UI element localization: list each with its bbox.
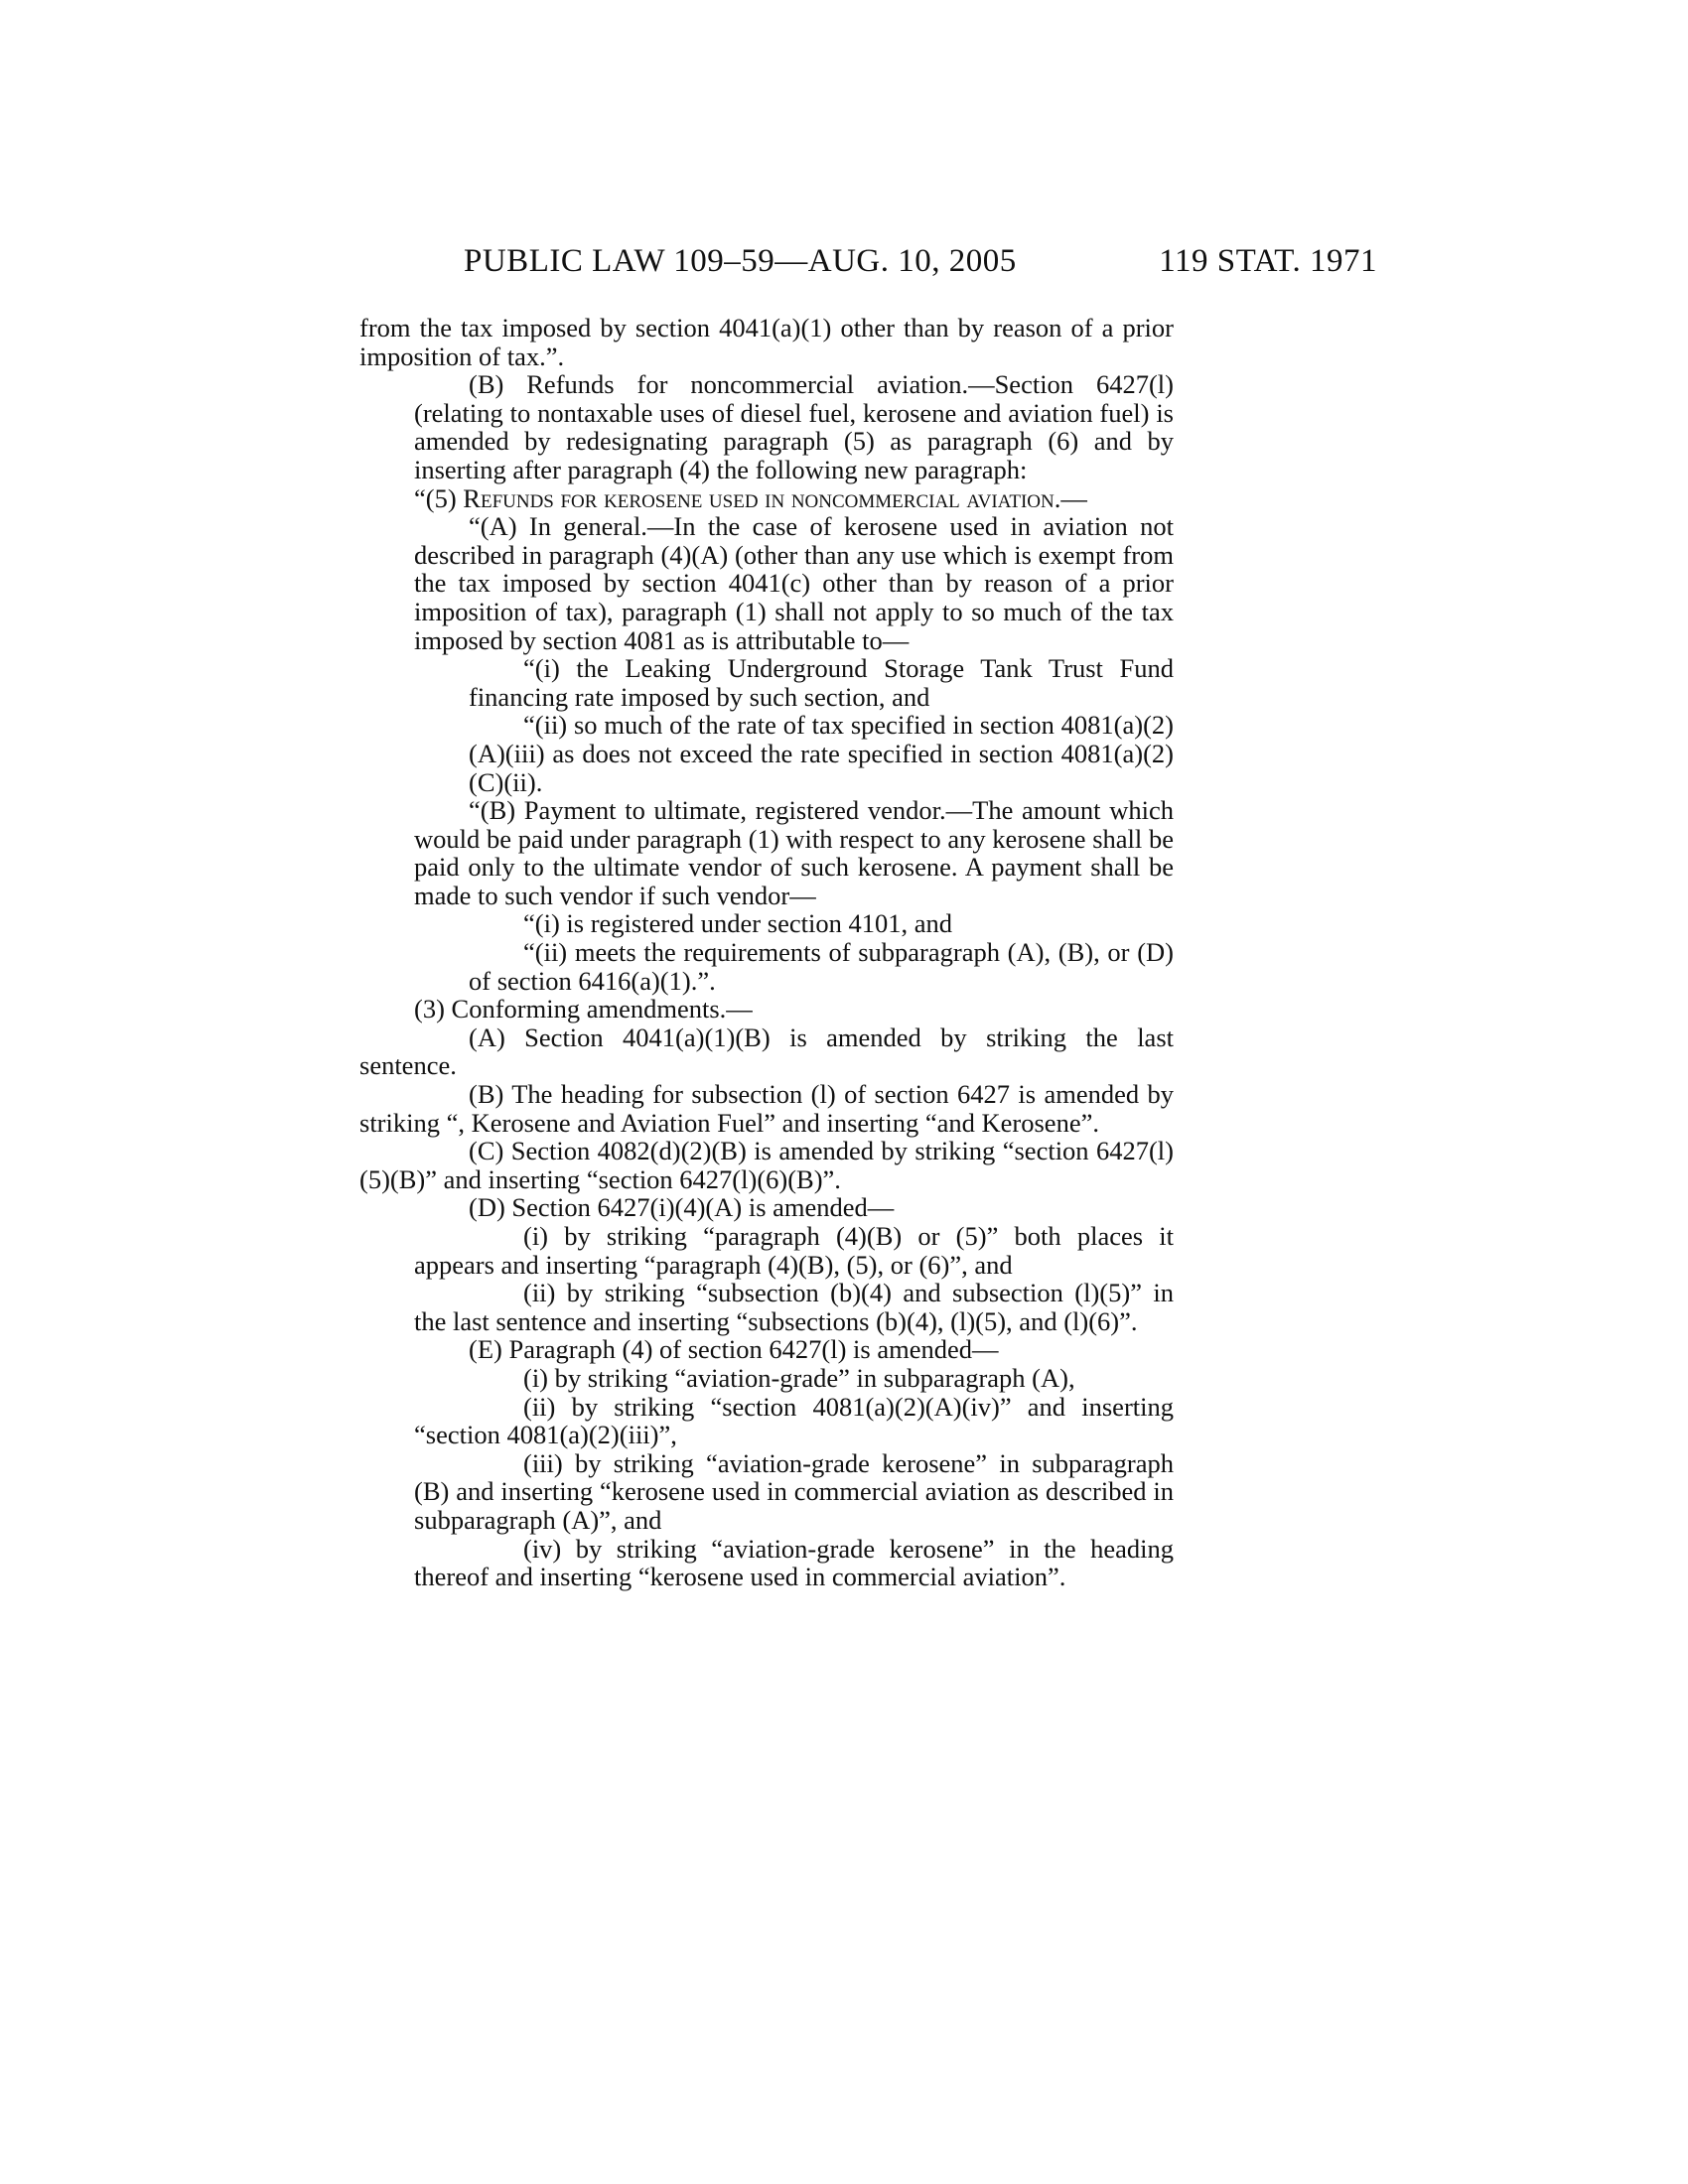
paragraph-3a: (A) Section 4041(a)(1)(B) is amended by striking the last sentence. <box>359 1022 1174 1081</box>
paragraph-3e-ii: (ii) by striking “section 4081(a)(2)(A)(iv)” and inserting “section 4081(a)(2)(iii)”, <box>414 1391 1174 1450</box>
paragraph-5b-i: “(i) is registered under section 4101, and <box>523 908 952 939</box>
paragraph-5a-i: “(i) the Leaking Underground Storage Tank Trust Fund financing rate imposed by such section, and <box>469 653 1174 712</box>
paragraph-3e-iii: (iii) by striking “aviation-grade kerosene” in subparagraph (B) and inserting “kerosene used in commercial aviation as described in subparagraph (A)”, and <box>414 1447 1174 1535</box>
paragraph-3d-ii: (ii) by striking “subsection (b)(4) and subsection (l)(5)” in the last sentence and inserting “subsections (b)(4), (l)(5), and (l)(6)”. <box>414 1278 1174 1336</box>
paragraph-heading-5: “(5) Refunds for kerosene used in noncommercial aviation.— <box>414 482 1087 513</box>
paragraph-3e-iv: (iv) by striking “aviation-grade kerosene” in the heading thereof and inserting “kerosene used in commercial aviation”. <box>414 1533 1174 1592</box>
paragraph-3d: (D) Section 6427(i)(4)(A) is amended— <box>469 1192 895 1223</box>
paragraph-refunds-noncommercial: (B) Refunds for noncommercial aviation.—Section 6427(l) (relating to nontaxable uses of diesel fuel, kerosene and aviation fuel) is amended by redesignating paragraph (5) as paragraph (6) and by inserting after paragraph (4) the following new paragraph: <box>414 369 1174 484</box>
paragraph-3b: (B) The heading for subsection (l) of section 6427 is amended by striking “, Kerosene and Aviation Fuel” and inserting “and Kerosene”. <box>359 1079 1174 1138</box>
page-header <box>464 243 1377 291</box>
paragraph-3e: (E) Paragraph (4) of section 6427(l) is amended— <box>469 1334 999 1365</box>
statute-page-number: 119 STAT. 1971 <box>1159 243 1377 279</box>
paragraph-5b-payment: “(B) Payment to ultimate, registered vendor.—The amount which would be paid under paragraph (1) with respect to any kerosene shall be paid only to the ultimate vendor of such kerosene. A payment shall be made to such vendor if such vendor— <box>414 795 1174 910</box>
paragraph-5a-ii: “(ii) so much of the rate of tax specified in section 4081(a)(2)(A)(iii) as does not exceed the rate specified in section 4081(a)(2)(C)(ii). <box>469 710 1174 797</box>
paragraph-3-conforming: (3) Conforming amendments.— <box>414 994 753 1024</box>
paragraph-3e-i: (i) by striking “aviation-grade” in subparagraph (A), <box>523 1362 1075 1393</box>
paragraph-3d-i: (i) by striking “paragraph (4)(B) or (5)” both places it appears and inserting “paragraph (4)(B), (5), or (6)”, and <box>414 1221 1174 1280</box>
paragraph-3c: (C) Section 4082(d)(2)(B) is amended by striking “section 6427(l)(5)(B)” and inserting “section 6427(l)(6)(B)”. <box>359 1136 1174 1194</box>
paragraph-5b-ii: “(ii) meets the requirements of subparagraph (A), (B), or (D) of section 6416(a)(1).”. <box>469 937 1174 996</box>
paragraph-continuation: from the tax imposed by section 4041(a)(1) other than by reason of a prior imposition of tax.”. <box>359 313 1174 371</box>
public-law-citation: PUBLIC LAW 109–59—AUG. 10, 2005 <box>464 243 1017 279</box>
paragraph-5a-in-general: “(A) In general.—In the case of kerosene used in aviation not described in paragraph (4)(A) (other than any use which is exempt from the tax imposed by section 4041(c) other than by reason of a prior imposition of tax), paragraph (1) shall not apply to so much of the tax imposed by section 4081 as is attributable to— <box>414 511 1174 655</box>
statute-body <box>359 314 1174 1591</box>
